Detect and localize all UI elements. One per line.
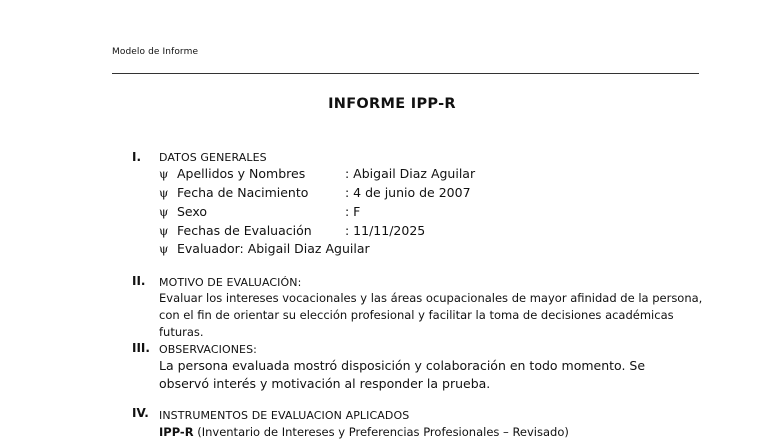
report-title: INFORME IPP-R [328,96,456,112]
field-label: Sexo [177,204,208,219]
observaciones-paragraph: La persona evaluada mostró disposición y colaboración en todo momento. Se observó interés y motivación al responder la prueba. [159,358,646,391]
psi-bullet-icon: ψ [159,224,169,238]
section-heading-motivo: MOTIVO DE EVALUACIÓN: [159,276,302,289]
instrument-line [159,425,569,439]
section-number-2: II. [132,274,146,288]
document-header-label: Modelo de Informe [112,47,199,57]
psi-bullet-icon: ψ [159,205,169,219]
field-label: Fechas de Evaluación [177,223,312,238]
datos-row-fecha-evaluacion [159,223,425,238]
section-heading-datos-generales: DATOS GENERALES [159,151,267,164]
field-value: : 11/11/2025 [345,223,426,238]
section-number-3: III. [132,341,150,355]
datos-row-sexo [159,204,360,219]
psi-bullet-icon: ψ [159,167,169,181]
motivo-paragraph: Evaluar los intereses vocacionales y las áreas ocupacionales de mayor afinidad de la persona, con el fin de orientar su elección profesional y facilitar la toma de decisiones académicas futuras. [159,291,703,339]
section-heading-instrumentos: INSTRUMENTOS DE EVALUACION APLICADOS [159,409,410,422]
datos-row-nombres [159,166,475,181]
section-number-1: I. [132,150,142,164]
field-value: : F [345,204,361,219]
field-value: : Abigail Diaz Aguilar [345,166,476,181]
field-value: : 4 de junio de 2007 [345,185,471,200]
psi-bullet-icon: ψ [159,186,169,200]
header-divider [112,73,699,74]
psi-bullet-icon: ψ [159,242,169,256]
datos-row-evaluador [159,241,370,256]
instrument-name: IPP-R [159,425,194,439]
field-label: Apellidos y Nombres [177,166,306,181]
field-label: Evaluador: Abigail Diaz Aguilar [177,241,370,256]
section-number-4: IV. [132,406,149,420]
field-label: Fecha de Nacimiento [177,185,309,200]
instrument-description: (Inventario de Intereses y Preferencias Profesionales – Revisado) [193,425,569,439]
datos-row-fecha-nacimiento [159,185,471,200]
section-heading-observaciones: OBSERVACIONES: [159,343,257,356]
